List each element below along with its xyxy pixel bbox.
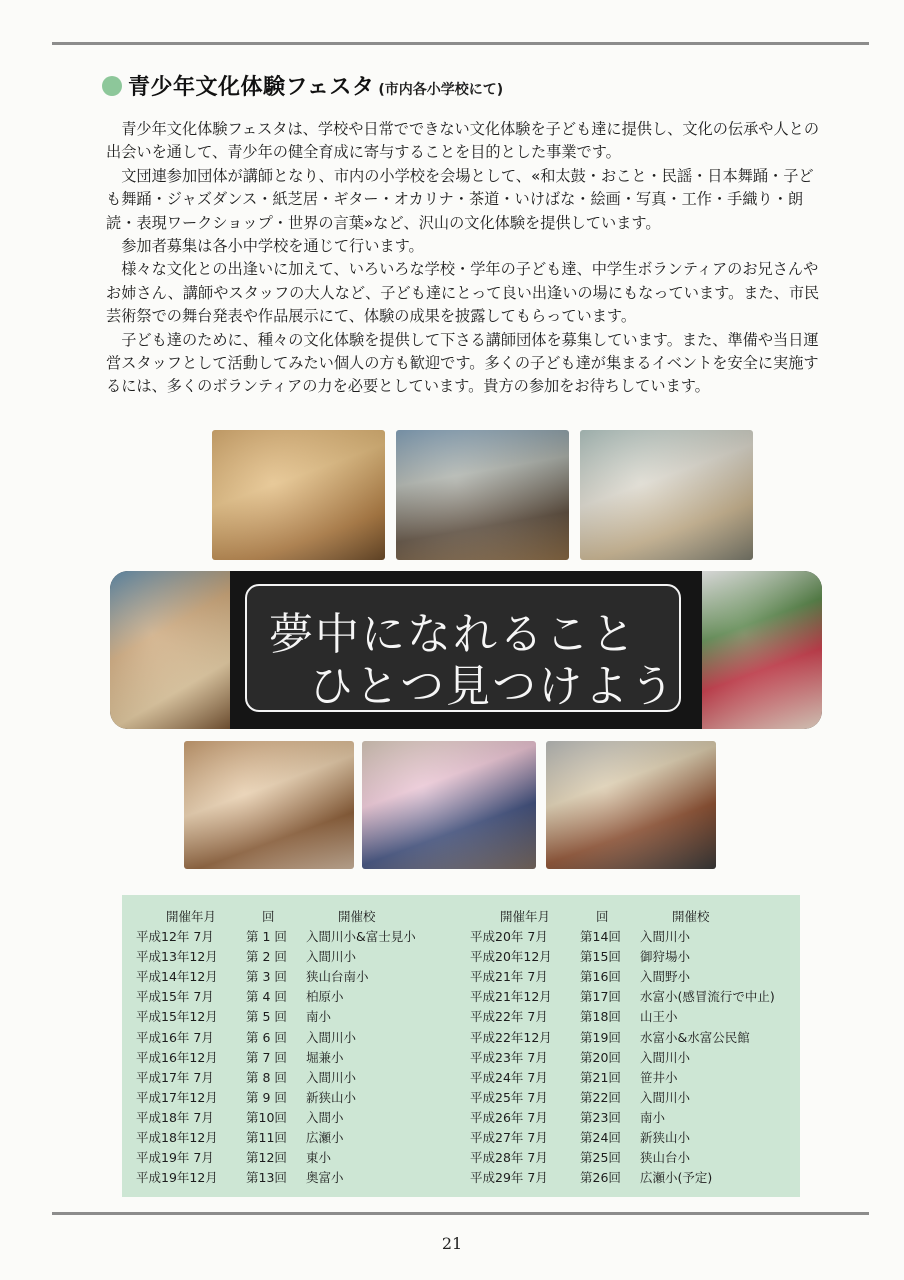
table-column-right [470, 907, 800, 1188]
row-number: 第 7 回 [246, 1049, 287, 1065]
table-row [136, 1108, 456, 1128]
photo-yukata-dance [362, 741, 536, 869]
table-row [470, 947, 800, 967]
page-number: 21 [441, 1234, 463, 1253]
row-number: 第22回 [580, 1089, 621, 1105]
row-number: 第 3 回 [246, 969, 287, 985]
photo-ikebana [702, 571, 822, 729]
row-school: 御狩場小 [640, 949, 691, 965]
row-number: 第26回 [580, 1170, 621, 1186]
table-row [136, 1168, 456, 1188]
table-row [136, 1088, 456, 1108]
table-row [136, 947, 456, 967]
table-header [136, 907, 456, 927]
row-school: 入間野小 [640, 969, 691, 985]
row-number: 第 8 回 [246, 1069, 287, 1085]
section-title: 青少年文化体験フェスタ [128, 75, 375, 100]
row-date: 平成12年 7月 [136, 929, 214, 945]
row-date: 平成19年 7月 [136, 1150, 214, 1166]
header-num: 回 [596, 909, 609, 924]
table-header [470, 907, 800, 927]
row-school: 入間川小 [640, 1049, 691, 1065]
header-school: 開催校 [672, 909, 710, 924]
photo-dance-class [580, 430, 753, 560]
green-bullet-icon [102, 76, 122, 96]
row-date: 平成15年12月 [136, 1009, 218, 1025]
row-school: 水富小&水富公民館 [640, 1029, 750, 1045]
row-number: 第25回 [580, 1150, 621, 1166]
row-date: 平成16年12月 [136, 1049, 218, 1065]
row-school: 水富小(感冒流行で中止) [640, 989, 775, 1005]
row-school: 新狭山小 [640, 1130, 691, 1146]
table-row [470, 927, 800, 947]
row-date: 平成29年 7月 [470, 1170, 548, 1186]
row-date: 平成26年 7月 [470, 1109, 548, 1125]
row-number: 第 1 回 [246, 929, 287, 945]
photo-guitar-class [396, 430, 569, 560]
row-number: 第18回 [580, 1009, 621, 1025]
top-rule [52, 42, 869, 45]
bottom-rule [52, 1212, 869, 1215]
photo-taiko [546, 741, 716, 869]
table-row [470, 1088, 800, 1108]
row-date: 平成16年 7月 [136, 1029, 214, 1045]
table-row [136, 1028, 456, 1048]
table-row [470, 1168, 800, 1188]
table-row [470, 1148, 800, 1168]
table-row [136, 967, 456, 987]
row-number: 第 5 回 [246, 1009, 287, 1025]
row-school: 広瀬小 [306, 1130, 344, 1146]
history-table [122, 895, 800, 1197]
row-number: 第13回 [246, 1170, 287, 1186]
table-row [470, 987, 800, 1007]
row-number: 第24回 [580, 1130, 621, 1146]
row-number: 第 9 回 [246, 1089, 287, 1105]
row-date: 平成22年12月 [470, 1029, 552, 1045]
row-school: 新狭山小 [306, 1089, 357, 1105]
row-date: 平成19年12月 [136, 1170, 218, 1186]
row-date: 平成18年 7月 [136, 1109, 214, 1125]
row-school: 狭山台小 [640, 1150, 691, 1166]
row-school: 入間川小 [640, 929, 691, 945]
row-date: 平成28年 7月 [470, 1150, 548, 1166]
row-number: 第21回 [580, 1069, 621, 1085]
row-school: 入間川小 [306, 949, 357, 965]
table-row [136, 1048, 456, 1068]
row-school: 奥富小 [306, 1170, 344, 1186]
slogan-line-2: ひとつ見つけよう [309, 661, 677, 712]
row-date: 平成17年12月 [136, 1089, 218, 1105]
table-row [136, 1007, 456, 1027]
row-number: 第16回 [580, 969, 621, 985]
paragraph: 参加者募集は各小中学校を通じて行います。 [121, 237, 424, 256]
row-date: 平成18年12月 [136, 1130, 218, 1146]
row-date: 平成20年12月 [470, 949, 552, 965]
row-number: 第10回 [246, 1109, 287, 1125]
row-date: 平成17年 7月 [136, 1069, 214, 1085]
paragraph: 青少年文化体験フェスタは、学校や日常でできない文化体験を子ども達に提供し、文化の伝承や人との出会いを通して、青少年の健全育成に寄与することを目的とした事業です。 [106, 120, 820, 162]
row-number: 第15回 [580, 949, 621, 965]
table-row [136, 1068, 456, 1088]
table-row [136, 1128, 456, 1148]
section-subtitle: (市内各小学校にて) [378, 81, 504, 98]
header-num: 回 [262, 909, 275, 924]
body-text [106, 118, 822, 399]
row-date: 平成13年12月 [136, 949, 218, 965]
row-number: 第 2 回 [246, 949, 287, 965]
row-date: 平成21年 7月 [470, 969, 548, 985]
table-row [136, 987, 456, 1007]
row-date: 平成14年12月 [136, 969, 218, 985]
row-date: 平成23年 7月 [470, 1049, 548, 1065]
photo-craft [110, 571, 230, 729]
row-school: 入間川小 [640, 1089, 691, 1105]
header-school: 開催校 [338, 909, 376, 924]
table-row [470, 1108, 800, 1128]
row-date: 平成25年 7月 [470, 1089, 548, 1105]
table-column-left [136, 907, 456, 1188]
row-number: 第17回 [580, 989, 621, 1005]
paragraph: 文団連参加団体が講師となり、市内の小学校を会場として、«和太鼓・おこと・民謡・日本舞踊・子ども舞踊・ジャズダンス・紙芝居・ギター・オカリナ・茶道・いけばな・絵画・写真・工作・手織り・朗読・表現ワークショップ・世界の言葉»など、沢山の文化体験を提供しています。 [106, 166, 814, 232]
table-row [470, 1028, 800, 1048]
row-number: 第 4 回 [246, 989, 287, 1005]
row-date: 平成24年 7月 [470, 1069, 548, 1085]
header-date: 開催年月 [166, 909, 217, 924]
row-school: 広瀬小(予定) [640, 1170, 713, 1186]
row-date: 平成20年 7月 [470, 929, 548, 945]
table-row [136, 927, 456, 947]
table-row [470, 1007, 800, 1027]
row-number: 第11回 [246, 1130, 287, 1146]
table-row [470, 1068, 800, 1088]
row-school: 笹井小 [640, 1069, 678, 1085]
row-date: 平成22年 7月 [470, 1009, 548, 1025]
row-number: 第19回 [580, 1029, 621, 1045]
row-school: 東小 [306, 1150, 332, 1166]
row-number: 第12回 [246, 1150, 287, 1166]
row-school: 南小 [640, 1109, 666, 1125]
row-school: 柏原小 [306, 989, 344, 1005]
row-date: 平成15年 7月 [136, 989, 214, 1005]
row-date: 平成27年 7月 [470, 1130, 548, 1146]
table-row [470, 1128, 800, 1148]
paragraph: 子ども達のために、種々の文化体験を提供して下さる講師団体を募集しています。また、準備や当日運営スタッフとして活動してみたい個人の方も歓迎です。多くの子ども達が集まるイベントを安全に実施するには、多くのボランティアの力を必要としています。貴方の参加をお待ちしています。 [106, 330, 819, 396]
paragraph: 様々な文化との出逢いに加えて、いろいろな学校・学年の子ども達、中学生ボランティアのお兄さんやお姉さん、講師やスタッフの大人など、子ども達にとって良い出逢いの場にもなっています。また、市民芸術祭での舞台発表や作品展示にて、体験の成果を披露してもらっています。 [106, 260, 820, 326]
row-school: 堀兼小 [306, 1049, 344, 1065]
slogan-line-1: 夢中になれること [269, 609, 637, 660]
row-date: 平成21年12月 [470, 989, 552, 1005]
row-school: 入間川小 [306, 1069, 357, 1085]
row-school: 山王小 [640, 1009, 678, 1025]
row-school: 入間川小&富士見小 [306, 929, 416, 945]
table-row [470, 1048, 800, 1068]
row-school: 狭山台南小 [306, 969, 369, 985]
photo-weaving [184, 741, 354, 869]
row-number: 第23回 [580, 1109, 621, 1125]
section-heading [102, 70, 503, 101]
table-row [470, 967, 800, 987]
row-number: 第14回 [580, 929, 621, 945]
slogan-box [245, 584, 681, 712]
photo-koto-class [212, 430, 385, 560]
row-number: 第 6 回 [246, 1029, 287, 1045]
header-date: 開催年月 [500, 909, 551, 924]
row-school: 入間小 [306, 1109, 344, 1125]
row-number: 第20回 [580, 1049, 621, 1065]
row-school: 南小 [306, 1009, 332, 1025]
table-row [136, 1148, 456, 1168]
row-school: 入間川小 [306, 1029, 357, 1045]
